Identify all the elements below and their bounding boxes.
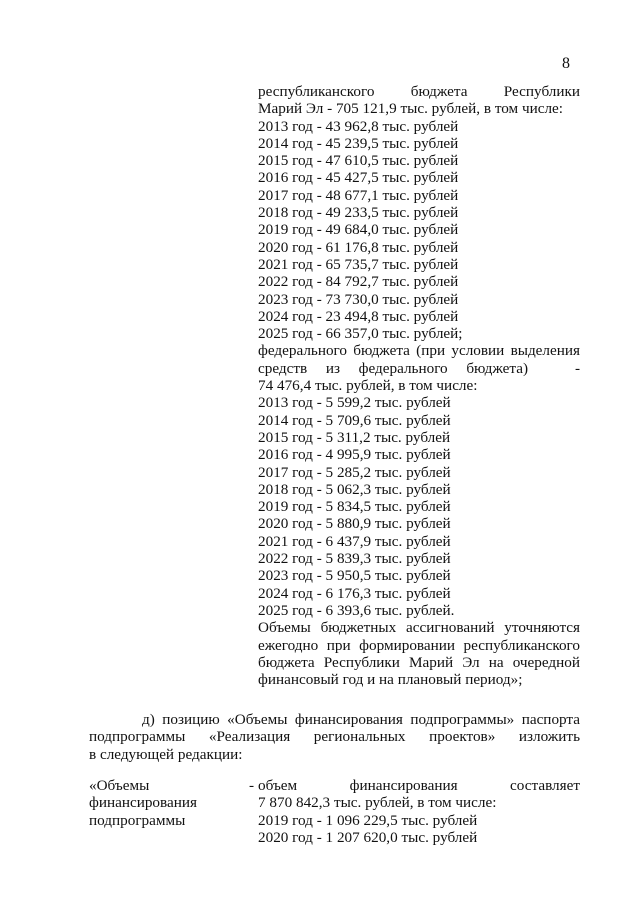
label-line-1 — [89, 777, 254, 794]
allocation-note — [258, 619, 580, 688]
year-row: 2018 год - 5 062,3 тыс. рублей — [258, 480, 451, 498]
federal-budget-line-1: федерального бюджета (при условии выделения — [258, 342, 580, 360]
year-row: 2019 год - 5 834,5 тыс. рублей — [258, 498, 451, 516]
year-row: 2020 год - 5 880,9 тыс. рублей — [258, 515, 451, 533]
year-row: 2024 год - 23 494,8 тыс. рублей — [258, 307, 459, 325]
year-row: 2018 год - 49 233,5 тыс. рублей — [258, 204, 459, 222]
federal-budget-line-3: 74 476,4 тыс. рублей, в том числе: — [258, 377, 478, 395]
republican-years-list — [258, 118, 580, 343]
value-line-2: 7 870 842,3 тыс. рублей, в том числе: — [258, 794, 497, 812]
passport-position-label — [89, 777, 254, 829]
year-row: 2020 год - 61 176,8 тыс. рублей — [258, 238, 459, 256]
year-row: 2014 год - 5 709,6 тыс. рублей — [258, 411, 451, 429]
paragraph-d — [89, 711, 580, 763]
year-row: 2021 год - 65 735,7 тыс. рублей — [258, 255, 459, 273]
year-row: 2025 год - 6 393,6 тыс. рублей. — [258, 601, 455, 619]
year-row: 2024 год - 6 176,3 тыс. рублей — [258, 584, 451, 602]
value-line-4: 2020 год - 1 207 620,0 тыс. рублей — [258, 828, 478, 846]
paragraph-d-line-2: подпрограммы «Реализация региональных проектов» изложить — [89, 728, 580, 746]
year-row: 2016 год - 4 995,9 тыс. рублей — [258, 446, 451, 464]
year-row: 2022 год - 5 839,3 тыс. рублей — [258, 550, 451, 568]
year-row: 2017 год - 48 677,1 тыс. рублей — [258, 186, 459, 204]
passport-position-value — [258, 777, 580, 846]
paragraph-d-line-3: в следующей редакции: — [89, 745, 243, 763]
label-line-1-text: «Объемы — [89, 777, 150, 794]
note-line: бюджета Республики Марий Эл на очередной — [258, 653, 580, 671]
note-line: ежегодно при формировании республиканского — [258, 636, 580, 654]
year-row: 2017 год - 5 285,2 тыс. рублей — [258, 463, 451, 481]
year-row: 2021 год - 6 437,9 тыс. рублей — [258, 532, 451, 550]
federal-budget-dash: - — [574, 359, 580, 377]
value-line-3: 2019 год - 1 096 229,5 тыс. рублей — [258, 811, 478, 829]
federal-budget-line-2 — [258, 360, 580, 377]
label-dash: - — [248, 777, 254, 794]
year-row: 2023 год - 73 730,0 тыс. рублей — [258, 290, 459, 308]
federal-years-list — [258, 394, 580, 619]
year-row: 2013 год - 5 599,2 тыс. рублей — [258, 394, 451, 412]
year-row: 2015 год - 5 311,2 тыс. рублей — [258, 428, 451, 446]
note-line: финансовый год и на плановый период»; — [258, 671, 523, 689]
federal-budget-line-2-text: средств из федерального бюджета) — [258, 359, 528, 377]
year-row: 2015 год - 47 610,5 тыс. рублей — [258, 152, 459, 170]
label-line-2 — [89, 794, 254, 811]
year-row: 2025 год - 66 357,0 тыс. рублей; — [258, 325, 463, 343]
year-row: 2014 год - 45 239,5 тыс. рублей — [258, 134, 459, 152]
paragraph-d-line-1: д) позицию «Объемы финансирования подпрограммы» паспорта — [142, 711, 580, 728]
year-row: 2023 год - 5 950,5 тыс. рублей — [258, 567, 451, 585]
note-line: Объемы бюджетных ассигнований уточняются — [258, 619, 580, 637]
label-line-3 — [89, 812, 254, 829]
year-row: 2019 год - 49 684,0 тыс. рублей — [258, 221, 459, 239]
funding-column — [258, 83, 580, 688]
republican-budget-line-2: Марий Эл - 705 121,9 тыс. рублей, в том числе: — [258, 100, 564, 118]
page-number: 8 — [562, 55, 570, 72]
label-line-2-text: финансирования — [89, 794, 197, 812]
republican-budget-line-1: республиканского бюджета Республики — [258, 83, 580, 100]
year-row: 2013 год - 43 962,8 тыс. рублей — [258, 117, 459, 135]
year-row: 2016 год - 45 427,5 тыс. рублей — [258, 169, 459, 187]
value-line-1: объем финансирования составляет — [258, 777, 580, 794]
label-line-3-text: подпрограммы — [89, 811, 186, 829]
year-row: 2022 год - 84 792,7 тыс. рублей — [258, 273, 459, 291]
